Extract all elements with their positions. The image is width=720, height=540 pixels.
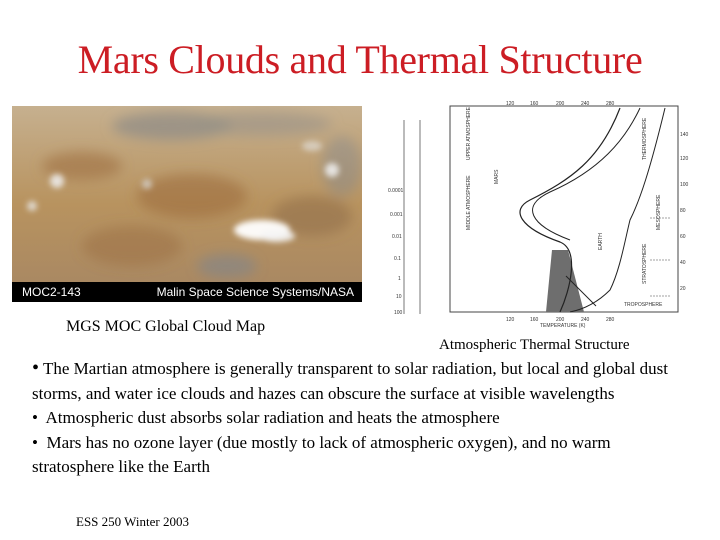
pressure-tick: 100 (394, 310, 403, 316)
top-tick: 200 (556, 101, 565, 107)
temperature-axis-label: TEMPERATURE (K) (540, 323, 586, 328)
pressure-ticks (388, 188, 404, 316)
upper-atmosphere-label: UPPER ATMOSPHERE (466, 107, 472, 160)
middle-atmosphere-label: MIDDLE ATMOSPHERE (466, 175, 472, 230)
pressure-tick: 1 (398, 276, 401, 282)
thermosphere-label: THERMOSPHERE (642, 117, 648, 160)
mesosphere-label: MESOSPHERE (656, 194, 662, 230)
mars-label: MARS (494, 169, 500, 184)
mars-cloud-map (12, 106, 362, 302)
bullet-item: • Mars has no ozone layer (due mostly to lack of atmospheric oxygen), and no warm stratosphere like the Earth (32, 432, 611, 477)
altitude-ticks (680, 132, 689, 292)
altitude-tick: 140 (680, 132, 689, 138)
altitude-tick: 120 (680, 156, 689, 162)
slide-footer: ESS 250 Winter 2003 (76, 514, 189, 529)
altitude-tick: 40 (680, 260, 686, 266)
troposphere-label: TROPOSPHERE (624, 302, 663, 308)
bottom-tick: 160 (530, 317, 539, 323)
pressure-tick: 0.0001 (388, 188, 404, 194)
bottom-tick: 240 (581, 317, 590, 323)
altitude-tick: 20 (680, 286, 686, 292)
top-tick: 280 (606, 101, 615, 107)
bottom-temperature-ticks (506, 317, 615, 328)
pressure-tick: 0.1 (394, 256, 401, 262)
top-tick: 120 (506, 101, 515, 107)
pressure-tick: 0.001 (390, 212, 403, 218)
altitude-tick: 100 (680, 182, 689, 188)
thermal-structure-chart (370, 100, 710, 328)
bullet-text: Mars has no ozone layer (due mostly to lack of atmospheric oxygen), and no warm stratosphere like the Earth (32, 432, 611, 477)
bottom-tick: 200 (556, 317, 565, 323)
bullet-text: Atmospheric dust absorbs solar radiation and heats the atmosphere (45, 408, 500, 428)
bottom-tick: 120 (506, 317, 515, 323)
map-credit-bar (12, 282, 362, 302)
earth-label: EARTH (598, 233, 604, 250)
thermal-chart-title: Atmospheric Thermal Structure (439, 337, 630, 353)
map-credit: Malin Space Science Systems/NASA (156, 285, 354, 299)
pressure-tick: 0.01 (392, 234, 402, 240)
altitude-tick: 80 (680, 208, 686, 214)
map-title: MGS MOC Global Cloud Map (66, 318, 266, 335)
stratosphere-label: STRATOSPHERE (642, 243, 648, 284)
altitude-tick: 60 (680, 234, 686, 240)
map-image-id: MOC2-143 (22, 285, 81, 299)
top-tick: 160 (530, 101, 539, 107)
slide-title: Mars Clouds and Thermal Structure (77, 37, 643, 82)
body-text (32, 356, 682, 480)
bottom-tick: 280 (606, 317, 615, 323)
top-tick: 240 (581, 101, 590, 107)
bullet-item: • Atmospheric dust absorbs solar radiation and heats the atmosphere (32, 408, 500, 428)
pressure-tick: 10 (396, 294, 402, 300)
bullet-item (32, 356, 682, 406)
bullet-dot-icon: • (32, 357, 40, 379)
bullet-text: The Martian atmosphere is generally transparent to solar radiation, but local and global dust storms, and water ice clouds and hazes can obscure the surface at visible wavelengths (32, 359, 669, 403)
